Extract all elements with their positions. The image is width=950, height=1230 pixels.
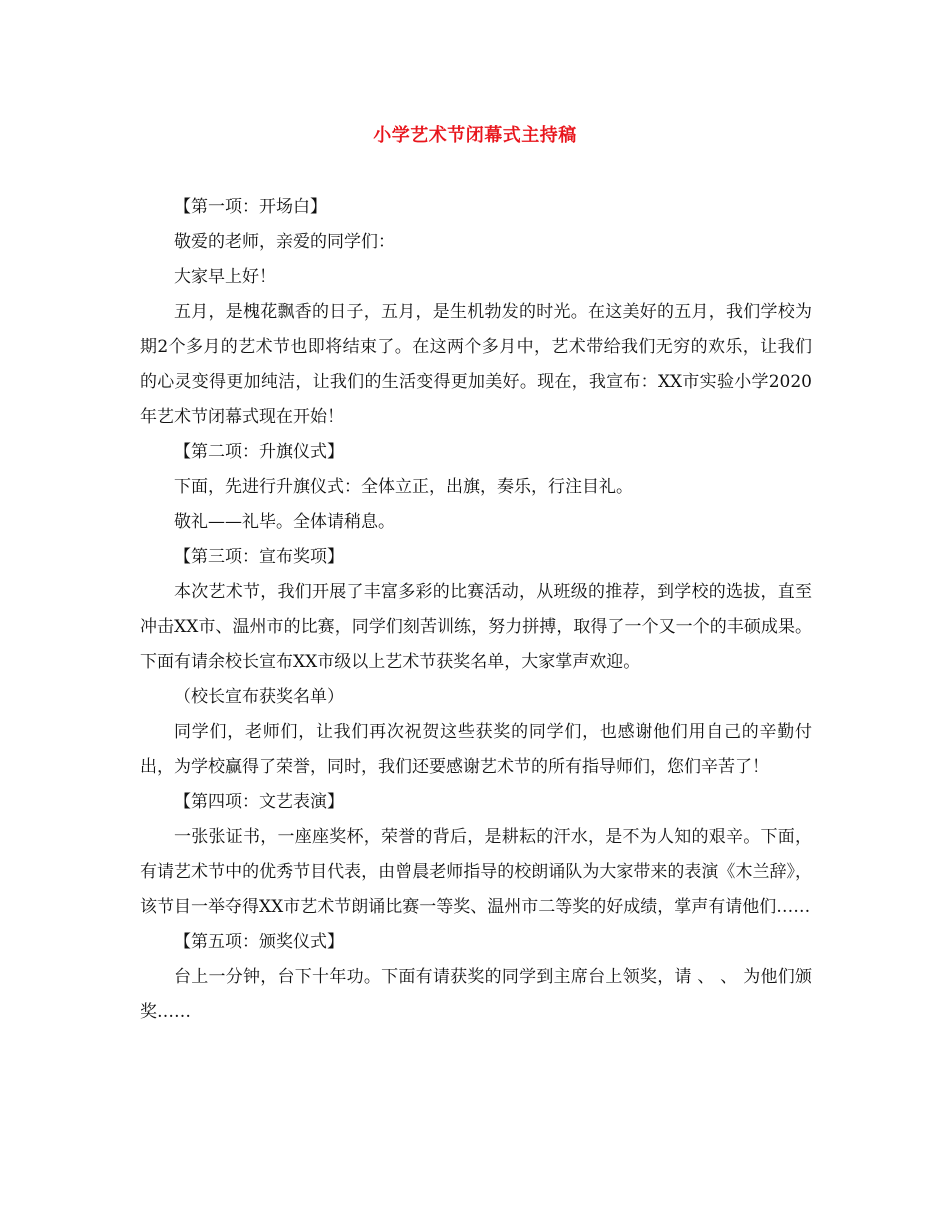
section-heading-opening: 【第一项：开场白】 [174, 197, 327, 217]
paragraph-good-morning: 大家早上好！ [174, 267, 276, 287]
section-heading-award-ceremony: 【第五项：颁奖仪式】 [174, 932, 344, 952]
section-heading-performance: 【第四项：文艺表演】 [174, 792, 344, 812]
paragraph-congratulations: 同学们，老师们，让我们再次祝贺这些获奖的同学们，也感谢他们用自己的辛勤付出，为学校赢得了荣誉，同时，我们还要感谢艺术节的所有指导师们，您们辛苦了！ [140, 722, 812, 777]
section-heading-awards-announcement: 【第三项：宣布奖项】 [174, 547, 344, 567]
paragraph-opening-speech: 五月，是槐花飘香的日子，五月，是生机勃发的时光。在这美好的五月，我们学校为期2个多月的艺术节也即将结束了。在这两个多月中，艺术带给我们无穷的欢乐，让我们的心灵变得更加纯洁，让我们的生活变得更加美好。现在，我宣布：XX市实验小学2020年艺术节闭幕式现在开始！ [140, 302, 812, 427]
paragraph-salute: 敬礼——礼毕。全体请稍息。 [174, 512, 395, 532]
paragraph-flag-ceremony: 下面，先进行升旗仪式：全体立正，出旗，奏乐，行注目礼。 [174, 477, 633, 497]
paragraph-performance-intro: 一张张证书，一座座奖杯，荣誉的背后，是耕耘的汗水，是不为人知的艰辛。下面，有请艺术节中的优秀节目代表，由曾晨老师指导的校朗诵队为大家带来的表演《木兰辞》，该节目一举夺得XX市艺术节朗诵比赛一等奖、温州市二等奖的好成绩，掌声有请他们…… [140, 827, 812, 917]
paragraph-greeting: 敬爱的老师，亲爱的同学们： [174, 232, 395, 252]
paragraph-activities: 本次艺术节，我们开展了丰富多彩的比赛活动，从班级的推荐，到学校的选拔，直至冲击XX市、温州市的比赛，同学们刻苦训练，努力拼搏，取得了一个又一个的丰硕成果。下面有请余校长宣布XX市级以上艺术节获奖名单，大家掌声欢迎。 [140, 582, 812, 672]
section-heading-flag-raising: 【第二项：升旗仪式】 [174, 442, 344, 462]
paragraph-award-ceremony: 台上一分钟，台下十年功。下面有请获奖的同学到主席台上领奖，请 、 、 为他们颁奖…… [140, 967, 812, 1022]
document-body [140, 190, 812, 1030]
document-title: 小学艺术节闭幕式主持稿 [373, 125, 577, 146]
paragraph-principal-note: （校长宣布获奖名单） [174, 687, 344, 707]
